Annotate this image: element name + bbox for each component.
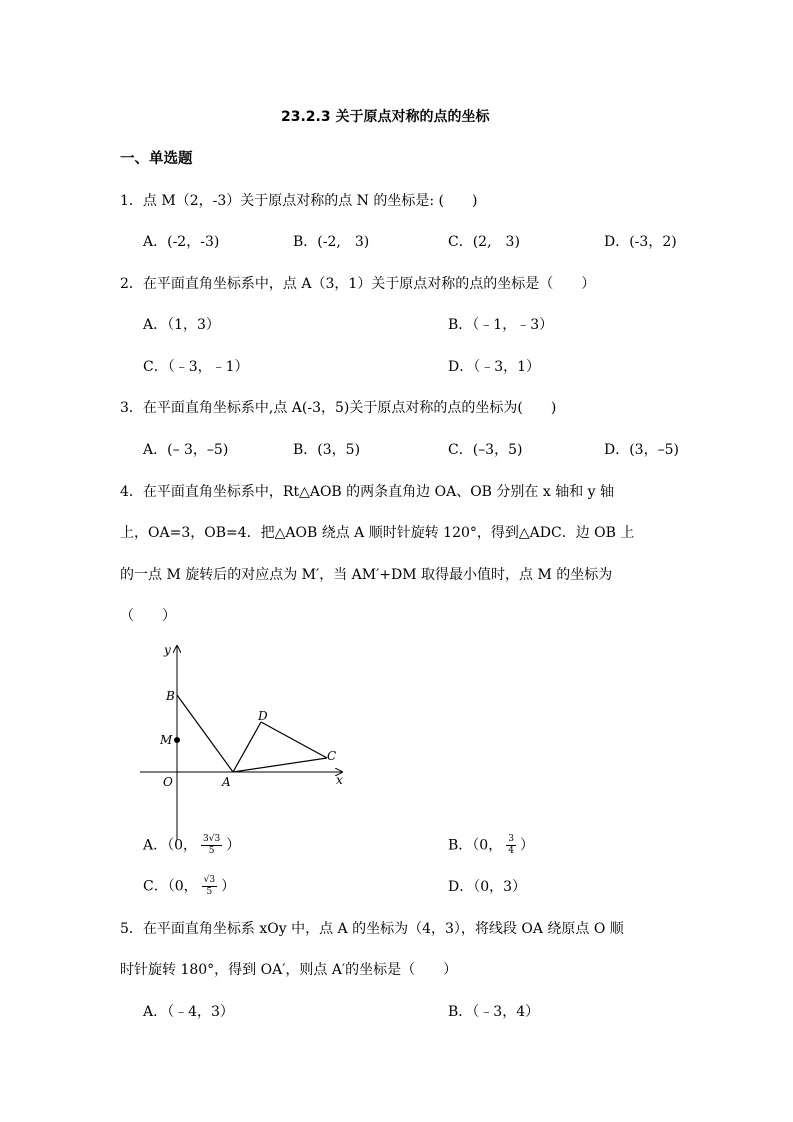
page-title: 23.2.3 关于原点对称的点的坐标 [281,109,490,125]
q3-option-c: C．(–3，5) [448,442,523,458]
q1-option-a: A．(-2，-3) [143,234,220,250]
q1-option-b: B．(-2, 3) [293,234,370,250]
label-a: A [222,775,231,789]
segment-ad [233,722,261,772]
q4-option-a [143,835,240,856]
label-d: D [258,709,268,723]
q4-option-a-prefix: A．（0， [143,837,198,854]
question-4-stem-line-2: 上，OA=3，OB=4．把△AOB 绕点 A 顺时针旋转 120°，得到△ADC．边 OB 上 [120,525,635,541]
label-y: y [164,643,171,657]
q2-option-b: B．（﹣1，﹣3） [448,317,554,333]
q4-option-c-suffix: ） [221,878,236,895]
q5-option-a: A．（﹣4，3） [143,1004,234,1020]
q4-option-c [143,876,235,897]
q3-option-a: A．(– 3，–5) [143,442,229,458]
q4-option-b-denominator: 4 [508,846,514,856]
label-b: B [166,689,175,703]
q4-option-c-denominator: 5 [206,887,213,897]
q4-option-c-numerator: √3 [203,875,216,885]
coordinate-figure [130,640,360,845]
q4-option-a-suffix: ） [226,837,241,854]
segment-ac [233,758,327,772]
label-o: O [163,775,173,789]
question-4-stem-line-3: 的一点 M 旋转后的对应点为 M′，当 AM′+DM 取得最小值时，点 M 的坐标为 [120,567,613,583]
segment-ab [177,695,233,772]
q5-option-b: B．（﹣3，4） [448,1004,540,1020]
q4-option-b [448,835,534,856]
q2-option-d: D．（﹣3，1） [448,359,541,375]
label-c: C [327,749,337,763]
q2-option-a: A．（1，3） [143,317,220,333]
question-3-stem: 3．在平面直角坐标系中,点 A(-3，5)关于原点对称的点的坐标为( ) [120,400,557,416]
question-4-stem-line-1: 4．在平面直角坐标系中，Rt△AOB 的两条直角边 OA、OB 分别在 x 轴和 y 轴 [120,484,615,500]
q4-option-b-fraction [506,835,516,856]
label-x: x [336,773,343,787]
question-5-stem-line-2: 时针旋转 180°，得到 OA′，则点 A′的坐标是（ ） [120,962,458,978]
q4-option-d: D．（0，3） [448,879,527,895]
q1-option-c: C．(2, 3) [448,234,520,250]
q3-option-b: B．(3，5) [293,442,361,458]
point-m-dot [174,737,180,743]
q3-option-d: D．(3，–5) [604,442,679,458]
q4-option-a-fraction [201,835,222,856]
q4-option-b-suffix: ） [519,837,534,854]
question-1-stem: 1．点 M（2，-3）关于原点对称的点 N 的坐标是: ( ) [120,193,478,209]
q4-option-c-fraction [202,876,217,897]
q4-option-b-prefix: B．（0， [448,837,503,854]
q4-option-b-numerator: 3 [508,834,514,844]
q2-option-c: C．（﹣3，﹣1） [143,359,249,375]
question-4-stem-line-4: （ ） [120,608,176,624]
segment-dc [261,722,327,758]
q4-option-c-prefix: C．（0， [143,878,198,895]
q1-option-d: D．(-3，2) [604,234,677,250]
section-heading: 一、单选题 [120,151,193,167]
question-2-stem: 2．在平面直角坐标系中，点 A（3，1）关于原点对称的点的坐标是（ ） [120,276,596,292]
question-5-stem-line-1: 5．在平面直角坐标系 xOy 中，点 A 的坐标为（4，3），将线段 OA 绕原点 O 顺 [120,921,624,937]
q4-option-a-numerator: 3√3 [203,834,221,844]
label-m: M [160,733,173,747]
q4-option-a-denominator: 5 [208,846,215,856]
